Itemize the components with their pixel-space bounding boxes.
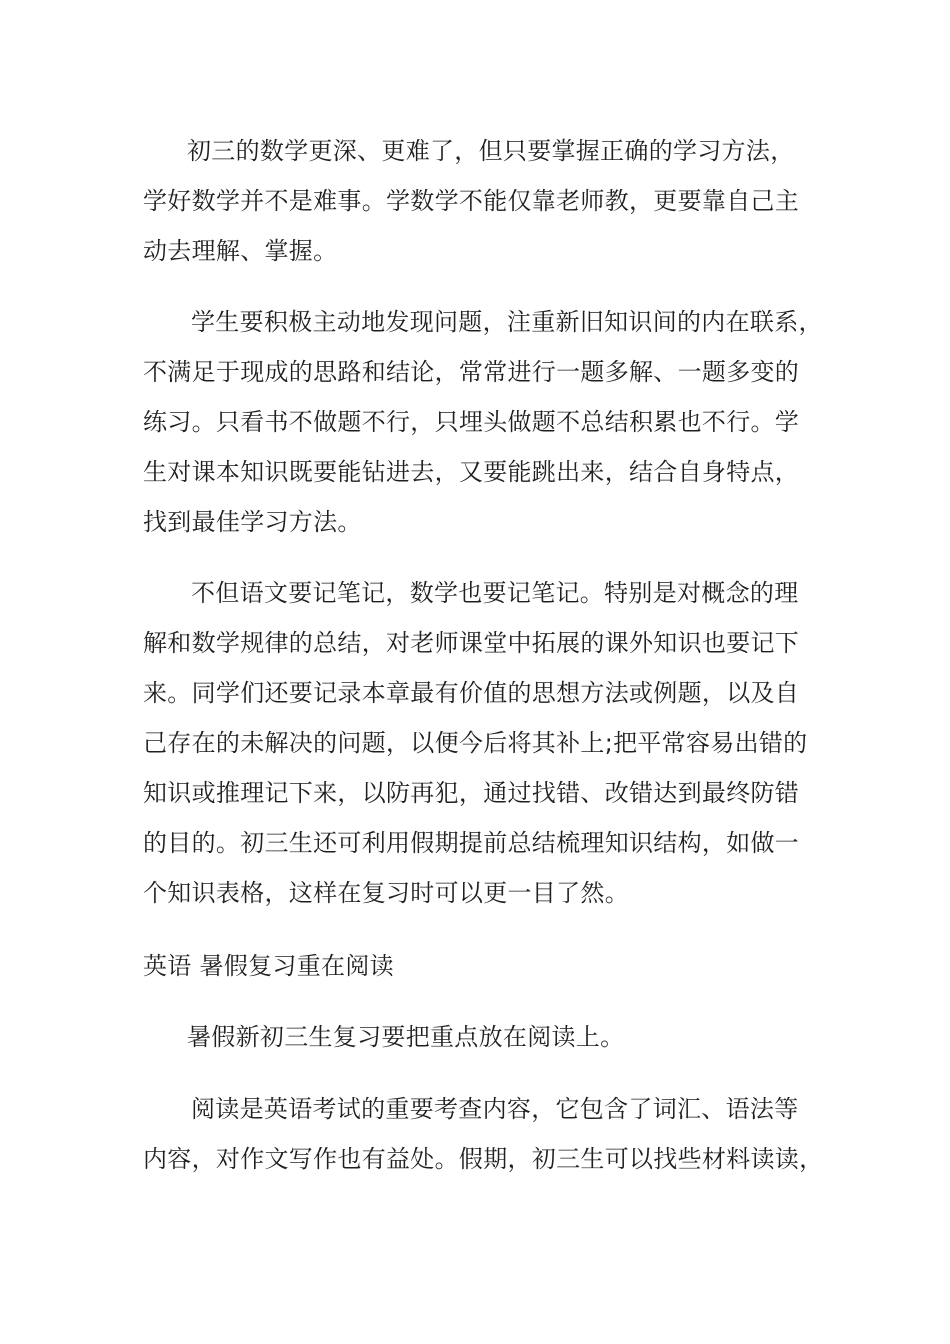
paragraph-line: 己存在的未解决的问题，以便今后将其补上;把平常容易出错的 <box>143 729 808 757</box>
paragraph-active-learning <box>143 297 823 547</box>
section-heading-english <box>143 941 803 991</box>
paragraph-line: 解和数学规律的总结，对老师课堂中拓展的课外知识也要记下 <box>143 629 800 657</box>
section-heading-text: 英语 暑假复习重在阅读 <box>143 952 394 980</box>
paragraph-note-taking <box>143 568 808 918</box>
paragraph-line: 不但语文要记笔记，数学也要记笔记。特别是对概念的理 <box>191 579 799 607</box>
paragraph-line: 学好数学并不是难事。学数学不能仅靠老师教，更要靠自己主 <box>143 187 800 215</box>
paragraph-line: 学生要积极主动地发现问题，注重新旧知识间的内在联系， <box>191 308 823 336</box>
paragraph-line: 找到最佳学习方法。 <box>143 508 362 536</box>
paragraph-english-intro <box>143 1012 803 1062</box>
paragraph-line: 不满足于现成的思路和结论，常常进行一题多解、一题多变的 <box>143 358 800 386</box>
paragraph-line: 动去理解、掌握。 <box>143 237 338 265</box>
paragraph-line: 阅读是英语考试的重要考查内容，它包含了词汇、语法等 <box>191 1095 799 1123</box>
paragraph-line: 练习。只看书不做题不行，只埋头做题不总结积累也不行。学 <box>143 408 800 436</box>
paragraph-line: 的目的。初三生还可利用假期提前总结梳理知识结构，如做一 <box>143 829 800 857</box>
paragraph-line: 初三的数学更深、更难了，但只要掌握正确的学习方法， <box>187 137 795 165</box>
paragraph-line: 来。同学们还要记录本章最有价值的思想方法或例题，以及自 <box>143 679 800 707</box>
paragraph-reading <box>143 1084 824 1184</box>
paragraph-line: 内容，对作文写作也有益处。假期，初三生可以找些材料读读， <box>143 1145 824 1173</box>
paragraph-line: 个知识表格，这样在复习时可以更一目了然。 <box>143 879 629 907</box>
paragraph-line: 知识或推理记下来，以防再犯，通过找错、改错达到最终防错 <box>143 779 800 807</box>
paragraph-line: 生对课本知识既要能钻进去，又要能跳出来，结合自身特点， <box>143 458 800 486</box>
paragraph-line: 暑假新初三生复习要把重点放在阅读上。 <box>187 1023 625 1051</box>
paragraph-math-intro <box>143 126 803 276</box>
